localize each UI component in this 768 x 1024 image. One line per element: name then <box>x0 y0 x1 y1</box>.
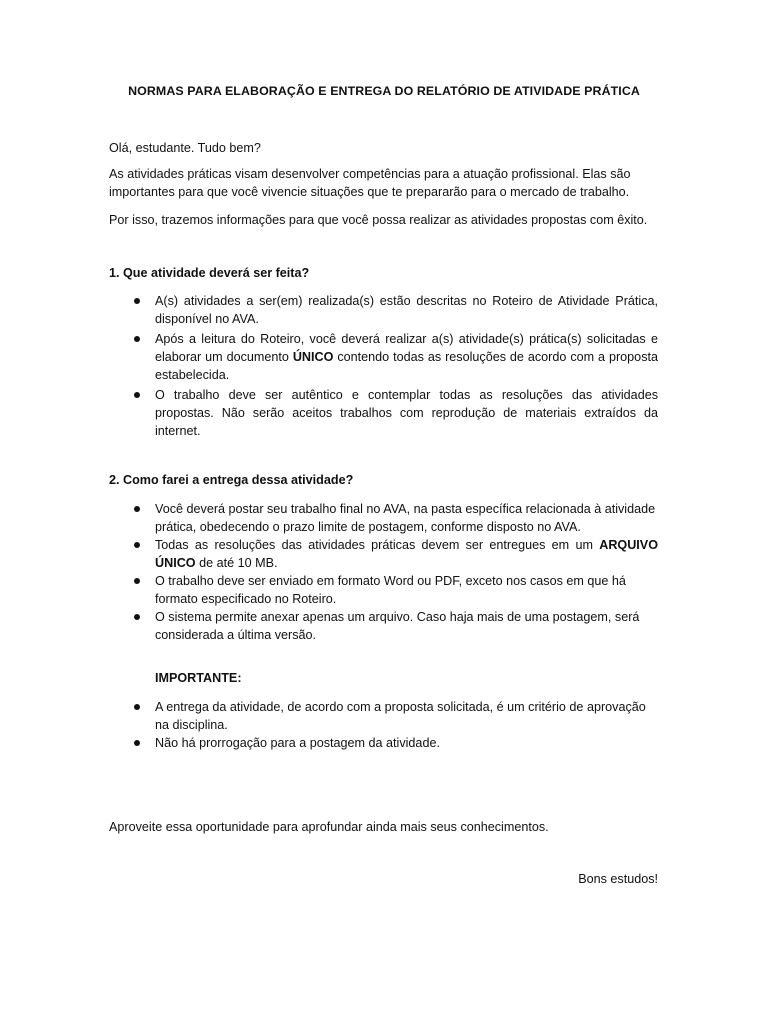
item-text: O trabalho deve ser enviado em formato Word ou PDF, exceto nos casos em que há formato especificado no Roteiro. <box>155 574 626 606</box>
section-2-item-4 <box>155 608 658 644</box>
item-emphasis: ÚNICO <box>292 350 334 364</box>
important-item-2 <box>155 734 658 752</box>
section-2-item-2 <box>155 536 658 572</box>
document-title: NORMAS PARA ELABORAÇÃO E ENTREGA DO RELATÓRIO DE ATIVIDADE PRÁTICA <box>128 84 640 98</box>
section-2-item-3 <box>155 572 658 608</box>
item-emphasis: ARQUIVO ÚNICO <box>155 538 658 570</box>
section-1-heading: 1. Que atividade deverá ser feita? <box>109 266 310 280</box>
item-text-tail: contendo todas as resoluções de acordo com a proposta estabelecida. <box>155 350 658 382</box>
section-1-item-3 <box>155 386 658 440</box>
section-1-list <box>155 292 658 440</box>
section-1-item-1 <box>155 292 658 328</box>
item-text: O trabalho deve ser autêntico e contemplar todas as resoluções das atividades propostas. Não serão aceitos trabalhos com reprodução de materiais extraídos da internet. <box>155 388 658 438</box>
section-2-list <box>155 500 658 644</box>
greeting-paragraph: Olá, estudante. Tudo bem? <box>109 141 261 155</box>
item-text: Após a leitura do Roteiro, você deverá realizar a(s) atividade(s) prática(s) solicitadas e elaborar um documento <box>155 332 658 364</box>
important-label: IMPORTANTE: <box>155 671 242 685</box>
signoff: Bons estudos! <box>578 872 658 886</box>
section-1-item-2 <box>155 330 658 384</box>
section-2-heading: 2. Como farei a entrega dessa atividade? <box>109 473 354 487</box>
closing-paragraph: Aproveite essa oportunidade para aprofundar ainda mais seus conhecimentos. <box>109 820 549 834</box>
item-text: Você deverá postar seu trabalho final no AVA, na pasta específica relacionada à atividade prática, obedecendo o prazo limite de postagem, conforme disposto no AVA. <box>155 502 656 534</box>
important-item-1 <box>155 698 658 734</box>
item-text: O sistema permite anexar apenas um arquivo. Caso haja mais de uma postagem, será considerada a última versão. <box>155 610 640 642</box>
item-text-tail: de até 10 MB. <box>195 556 278 570</box>
intro-paragraph-1: As atividades práticas visam desenvolver competências para a atuação profissional. Elas são importantes para que você vivencie situações que te prepararão para o mercado de trabalho. <box>109 167 631 199</box>
section-2-item-1 <box>155 500 658 536</box>
item-text: Não há prorrogação para a postagem da atividade. <box>155 736 440 750</box>
item-text: Todas as resoluções das atividades práticas devem ser entregues em um <box>155 538 600 552</box>
item-text: A(s) atividades a ser(em) realizada(s) estão descritas no Roteiro de Atividade Prática, disponível no AVA. <box>155 294 658 326</box>
item-text: A entrega da atividade, de acordo com a proposta solicitada, é um critério de aprovação na disciplina. <box>155 700 646 732</box>
important-list <box>155 698 658 752</box>
intro-paragraph-2: Por isso, trazemos informações para que você possa realizar as atividades propostas com êxito. <box>109 213 648 227</box>
